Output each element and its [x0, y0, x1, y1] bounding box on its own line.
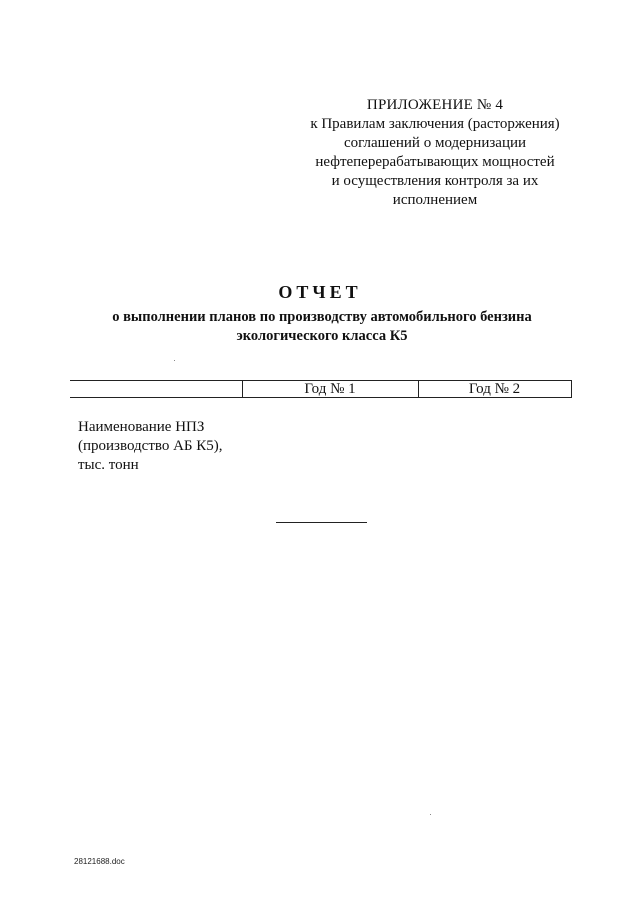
appendix-line: к Правилам заключения (расторжения) [310, 116, 560, 132]
scan-speck [430, 814, 431, 815]
report-title: ОТЧЕТ [278, 282, 362, 302]
appendix-line: нефтеперерабатывающих мощностей [315, 154, 555, 170]
table-column-divider [571, 380, 572, 398]
table-bottom-rule [70, 397, 572, 398]
report-subtitle-line: экологического класса К5 [236, 328, 408, 344]
appendix-line: и осуществления контроля за их [331, 173, 539, 189]
appendix-title: ПРИЛОЖЕНИЕ № 4 [366, 97, 504, 113]
end-separator-line [276, 522, 367, 523]
column-header-year-2: Год № 2 [468, 381, 521, 397]
report-table-header [70, 380, 572, 398]
appendix-line: исполнением [392, 192, 478, 208]
appendix-line: соглашений о модернизации [343, 135, 527, 151]
footer-file-name: 28121688.doc [74, 857, 125, 866]
column-header-year-1: Год № 1 [304, 381, 356, 397]
appendix-header [300, 96, 570, 210]
report-subtitle [82, 308, 562, 346]
row-label-line: (производство АБ К5), [78, 438, 223, 454]
table-row-label [78, 418, 298, 475]
row-label-line: тыс. тонн [78, 457, 139, 473]
report-subtitle-line: о выполнении планов по производству автомобильного бензина [112, 309, 532, 325]
scan-speck [174, 360, 175, 361]
row-label-line: Наименование НПЗ [78, 419, 205, 435]
